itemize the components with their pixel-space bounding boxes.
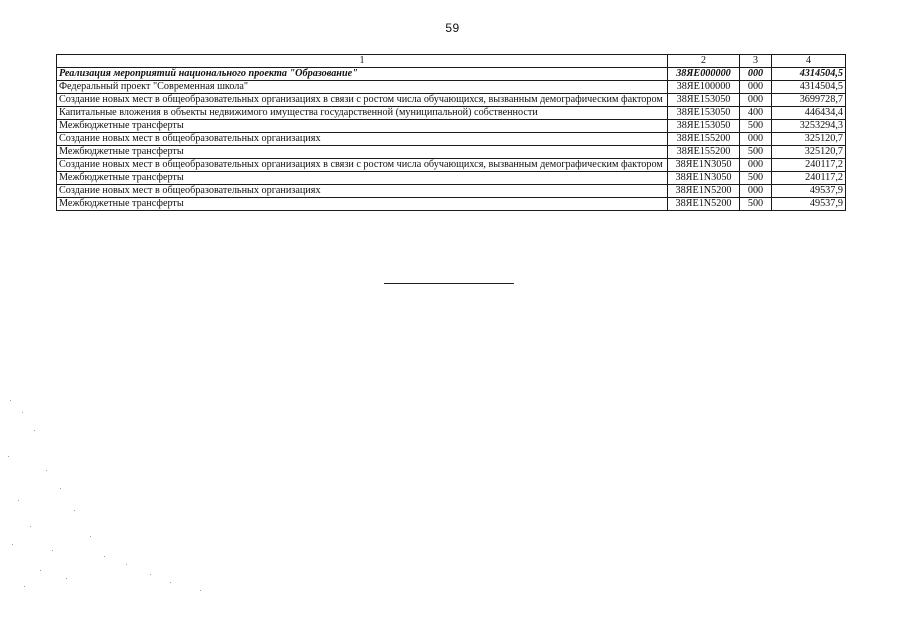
end-of-section-rule <box>384 283 514 284</box>
row-name-cell: Межбюджетные трансферты <box>57 120 668 133</box>
table-row <box>57 159 846 172</box>
row-name-cell: Создание новых мест в общеобразовательных организациях <box>57 133 668 146</box>
row-name-cell: Создание новых мест в общеобразовательных организациях в связи с ростом числа обучающихся, вызванным демографическим фактором <box>57 159 668 172</box>
row-type-cell: 500 <box>740 120 772 133</box>
row-name-cell: Создание новых мест в общеобразовательных организациях в связи с ростом числа обучающихся, вызванным демографическим фактором <box>57 94 668 107</box>
table-row <box>57 94 846 107</box>
table-row <box>57 68 846 81</box>
row-code-cell: 38ЯЕ153050 <box>668 107 740 120</box>
row-sum-cell: 325120,7 <box>772 133 846 146</box>
row-sum-cell: 4314504,5 <box>772 68 846 81</box>
row-sum-cell: 240117,2 <box>772 159 846 172</box>
column-header-type: 3 <box>740 55 772 68</box>
page-number: 59 <box>445 21 460 35</box>
table-row <box>57 185 846 198</box>
row-type-cell: 400 <box>740 107 772 120</box>
row-type-cell: 000 <box>740 133 772 146</box>
table-body <box>57 55 846 211</box>
row-code-cell: 38ЯЕ155200 <box>668 146 740 159</box>
row-sum-cell: 3253294,3 <box>772 120 846 133</box>
row-name-cell: Межбюджетные трансферты <box>57 172 668 185</box>
row-name-cell: Федеральный проект "Современная школа" <box>57 81 668 94</box>
table-row <box>57 107 846 120</box>
row-name-cell: Реализация мероприятий национального проекта "Образование" <box>57 68 668 81</box>
row-name-cell: Межбюджетные трансферты <box>57 198 668 211</box>
row-sum-cell: 3699728,7 <box>772 94 846 107</box>
row-name-cell: Межбюджетные трансферты <box>57 146 668 159</box>
row-code-cell: 38ЯЕ100000 <box>668 81 740 94</box>
row-type-cell: 500 <box>740 146 772 159</box>
table-row <box>57 120 846 133</box>
row-type-cell: 000 <box>740 159 772 172</box>
row-type-cell: 500 <box>740 198 772 211</box>
row-type-cell: 500 <box>740 172 772 185</box>
row-code-cell: 38ЯЕ155200 <box>668 133 740 146</box>
table-row <box>57 146 846 159</box>
row-name-cell: Капитальные вложения в объекты недвижимого имущества государственной (муниципальной) собственности <box>57 107 668 120</box>
table-row <box>57 81 846 94</box>
column-header-name: 1 <box>57 55 668 68</box>
scan-noise-specks <box>0 360 300 610</box>
row-code-cell: 38ЯЕ153050 <box>668 94 740 107</box>
row-sum-cell: 4314504,5 <box>772 81 846 94</box>
table-row <box>57 172 846 185</box>
column-header-sum: 4 <box>772 55 846 68</box>
row-type-cell: 000 <box>740 68 772 81</box>
row-code-cell: 38ЯЕ1N5200 <box>668 198 740 211</box>
row-sum-cell: 446434,4 <box>772 107 846 120</box>
row-type-cell: 000 <box>740 94 772 107</box>
row-type-cell: 000 <box>740 185 772 198</box>
row-type-cell: 000 <box>740 81 772 94</box>
column-header-code: 2 <box>668 55 740 68</box>
row-sum-cell: 49537,9 <box>772 185 846 198</box>
row-code-cell: 38ЯЕ1N3050 <box>668 172 740 185</box>
row-code-cell: 38ЯЕ1N5200 <box>668 185 740 198</box>
budget-table <box>56 54 846 211</box>
row-sum-cell: 240117,2 <box>772 172 846 185</box>
row-code-cell: 38ЯЕ000000 <box>668 68 740 81</box>
row-sum-cell: 49537,9 <box>772 198 846 211</box>
row-code-cell: 38ЯЕ153050 <box>668 120 740 133</box>
table-row <box>57 133 846 146</box>
table-header-row <box>57 55 846 68</box>
row-name-cell: Создание новых мест в общеобразовательных организациях <box>57 185 668 198</box>
row-sum-cell: 325120,7 <box>772 146 846 159</box>
row-code-cell: 38ЯЕ1N3050 <box>668 159 740 172</box>
table-row <box>57 198 846 211</box>
